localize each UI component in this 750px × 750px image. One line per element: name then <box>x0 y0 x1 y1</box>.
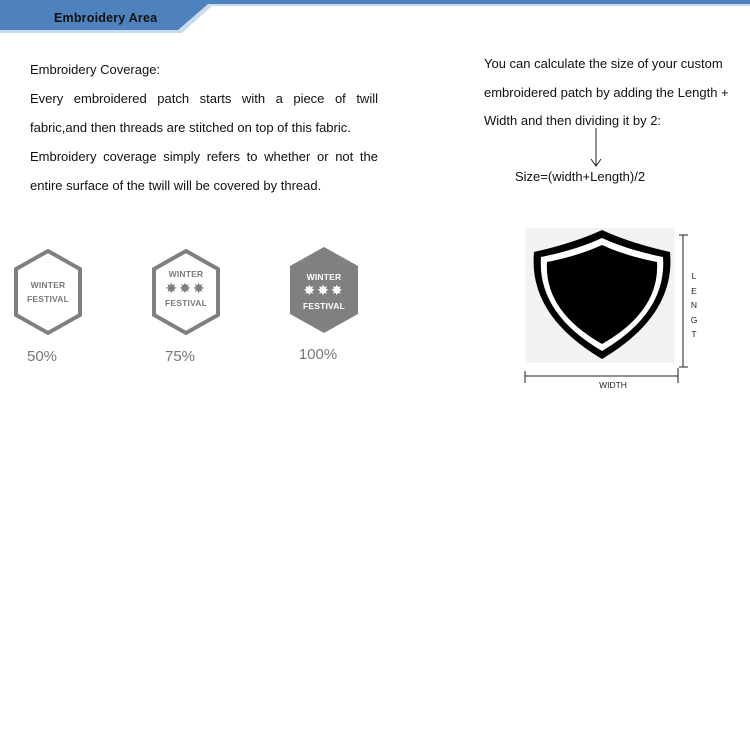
coverage-heading: Embroidery Coverage: <box>30 62 161 77</box>
badge-percent-50: 50% <box>26 348 58 365</box>
coverage-section <box>30 56 378 200</box>
badge-line2: FESTIVAL <box>302 301 346 311</box>
star-icons: ✸✸✸ <box>165 280 207 296</box>
badge-line2: FESTIVAL <box>164 298 208 308</box>
badge-line1: WINTER <box>168 269 204 279</box>
down-arrow-icon <box>590 128 602 168</box>
badge-line1: WINTER <box>30 280 66 290</box>
length-letter: E <box>691 286 697 296</box>
coverage-paragraph-1: Every embroidered patch starts with a piece of twill fabric,and then threads are stitched on top of this fabric. <box>30 91 378 135</box>
length-letter: L <box>691 271 697 281</box>
width-label: WIDTH <box>599 380 627 390</box>
size-section <box>484 50 746 136</box>
length-letter: G <box>690 315 698 325</box>
size-paragraph: You can calculate the size of your custom embroidered patch by adding the Length + Width and then dividing it by 2: <box>484 56 729 128</box>
badge-line2: FESTIVAL <box>26 294 70 304</box>
patch-size-diagram <box>520 225 695 390</box>
badge-50 <box>13 248 83 336</box>
star-icons: ✸✸✸ <box>303 282 345 298</box>
badge-100 <box>289 246 359 334</box>
size-formula: Size=(width+Length)/2 <box>515 169 646 184</box>
banner-title: Embroidery Area <box>54 11 158 25</box>
length-letter: N <box>690 300 698 310</box>
badge-75 <box>151 248 221 336</box>
hexagon-badge-icon <box>13 248 83 336</box>
coverage-paragraph-2: Embroidery coverage simply refers to whether or not the entire surface of the twill will be covered by thread. <box>30 149 378 193</box>
badge-percent-75: 75% <box>164 348 196 365</box>
length-letter: T <box>691 329 697 339</box>
badge-percent-100: 100% <box>298 346 338 363</box>
badge-line1: WINTER <box>306 272 342 282</box>
